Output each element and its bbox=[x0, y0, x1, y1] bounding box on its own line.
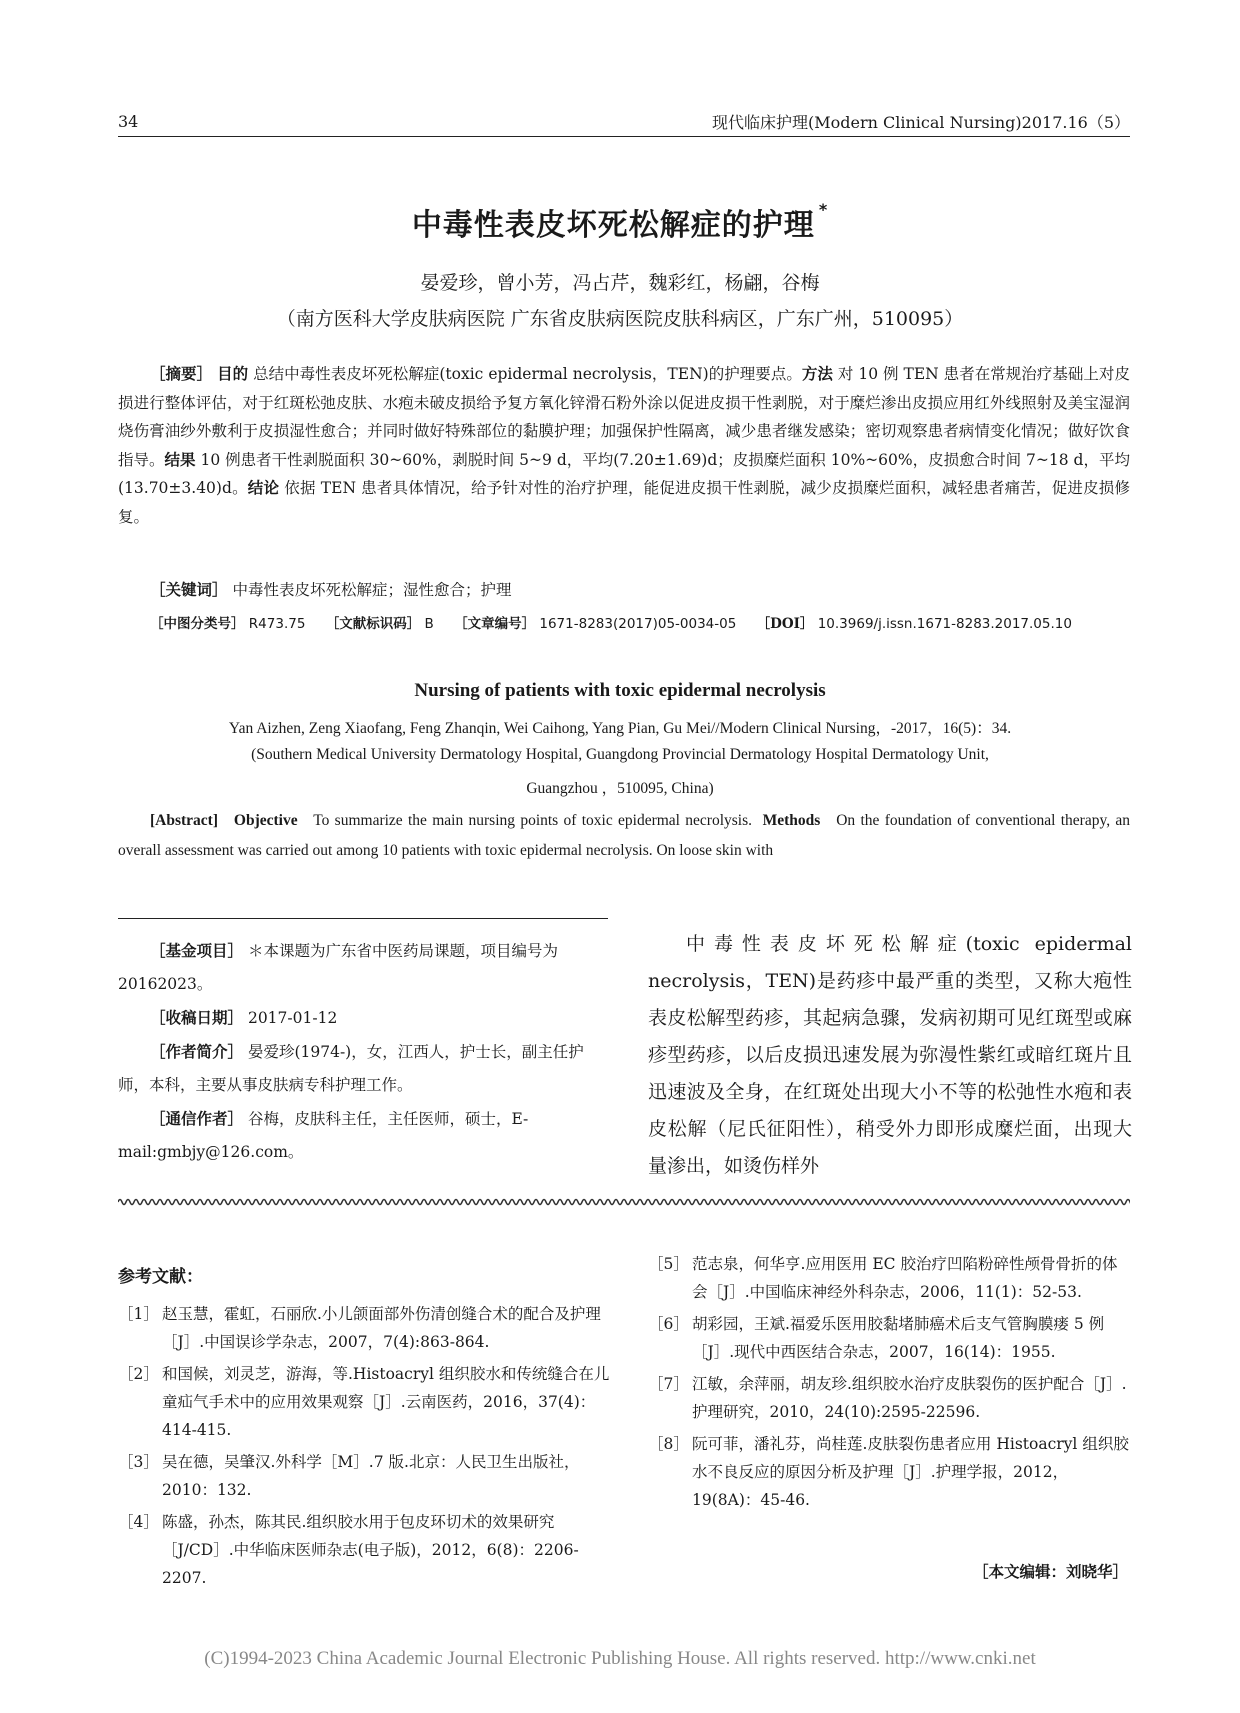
reference-number: ［1］ bbox=[118, 1305, 159, 1323]
reference-number: ［8］ bbox=[648, 1435, 689, 1453]
fund-text: ＊本课题为广东省中医药局课题，项目编号为 20162023。 bbox=[118, 942, 558, 993]
author-bio-text: 晏爱珍(1974-)，女，江西人，护士长，副主任护师，本科，主要从事皮肤病专科护理工作。 bbox=[118, 1043, 584, 1094]
reference-text: 江敏，余萍丽，胡友珍.组织胶水治疗皮肤裂伤的医护配合［J］.护理研究，2010，24(10):2595-22596. bbox=[692, 1375, 1127, 1421]
received-date: 2017-01-12 bbox=[247, 1009, 338, 1027]
body-intro bbox=[648, 926, 1132, 1185]
fund-label: ［基金项目］ bbox=[150, 941, 244, 960]
abstract-label: ［摘要］ bbox=[150, 364, 213, 383]
article-no-label: ［文章编号］ bbox=[454, 616, 536, 632]
reference-number: ［6］ bbox=[648, 1315, 689, 1333]
doi-value: 10.3969/j.issn.1671-8283.2017.05.10 bbox=[817, 616, 1072, 632]
article-title bbox=[0, 200, 1240, 244]
reference-text: 陈盛，孙杰，陈其民.组织胶水用于包皮环切术的效果研究［J/CD］.中华临床医师杂志(电子版)，2012，6(8)：2206-2207. bbox=[162, 1513, 579, 1587]
english-title: Nursing of patients with toxic epidermal necrolysis bbox=[414, 680, 826, 701]
reference-item bbox=[118, 1508, 610, 1592]
methods-text: 对 10 例 TEN 患者在常规治疗基础上对皮损进行整体评估，对于红斑松弛皮肤、水疱未破皮损给予复方氧化锌滑石粉外涂以促进皮损干性剥脱，对于糜烂渗出皮损应用红外线照射及美宝湿润烧伤膏油纱外敷利于皮损湿性愈合；并同时做好特殊部位的黏膜护理；加强保护性隔离，减少患者继发感染；密切观察患者病情变化情况；做好饮食指导。 bbox=[118, 365, 1130, 469]
affiliation: （南方医科大学皮肤病医院 广东省皮肤病医院皮肤科病区，广东广州，510095） bbox=[276, 308, 964, 330]
footnote-rule bbox=[118, 918, 608, 919]
classification-line bbox=[150, 612, 1072, 632]
en-methods-label: Methods bbox=[762, 812, 821, 829]
results-label: 结果 bbox=[164, 449, 196, 469]
methods-label: 方法 bbox=[801, 364, 833, 383]
clc-value: R473.75 bbox=[248, 616, 306, 632]
conclusion-label: 结论 bbox=[247, 478, 280, 497]
conclusion-text: 依据 TEN 患者具体情况，给予针对性的治疗护理，能促进皮损干性剥脱，减少皮损糜烂面积，减轻患者痛苦，促进皮损修复。 bbox=[118, 479, 1130, 526]
reference-number: ［4］ bbox=[118, 1513, 159, 1531]
title-text: 中毒性表皮坏死松解症的护理 bbox=[411, 208, 815, 243]
reference-number: ［5］ bbox=[648, 1255, 689, 1273]
copyright-line: (C)1994-2023 China Academic Journal Electronic Publishing House. All rights reserved. http://www.cnki.net bbox=[204, 1648, 1036, 1669]
reference-number: ［2］ bbox=[118, 1365, 159, 1383]
footnote-block bbox=[118, 934, 610, 1169]
received-label: ［收稿日期］ bbox=[150, 1008, 244, 1027]
reference-text: 吴在德，吴肇汉.外科学［M］.7 版.北京：人民卫生出版社，2010：132. bbox=[162, 1453, 580, 1499]
corr-author-text: 谷梅，皮肤科主任，主任医师，硕士，E-mail:gmbjy@126.com。 bbox=[118, 1110, 529, 1161]
en-objective-text: To summarize the main nursing points of toxic epidermal necrolysis. bbox=[313, 812, 753, 829]
editor-note: ［本文编辑：刘晓华］ bbox=[972, 1562, 1128, 1581]
running-header bbox=[118, 110, 1130, 137]
reference-item bbox=[648, 1250, 1132, 1306]
reference-text: 和国候，刘灵芝，游海，等.Histoacryl 组织胶水和传统缝合在儿童疝气手术中的应用效果观察［J］.云南医药，2016，37(4)：414-415. bbox=[162, 1365, 610, 1439]
keywords-text: 中毒性表皮坏死松解症；湿性愈合；护理 bbox=[232, 581, 512, 599]
keywords bbox=[150, 578, 511, 600]
author-list: 晏爱珍，曾小芳，冯占芹，魏彩红，杨翩，谷梅 bbox=[420, 272, 820, 294]
doi-label: ［DOI］ bbox=[756, 616, 814, 632]
english-affiliation-line1: (Southern Medical University Dermatology Hospital, Guangdong Provincial Dermatology Hospital Dermatology Unit, bbox=[251, 746, 989, 763]
wavy-divider bbox=[118, 1196, 1130, 1208]
article-no-value: 1671-8283(2017)05-0034-05 bbox=[539, 616, 737, 632]
reference-item bbox=[648, 1310, 1132, 1366]
reference-item bbox=[648, 1370, 1132, 1426]
reference-number: ［3］ bbox=[118, 1453, 159, 1471]
english-abstract bbox=[118, 806, 1130, 866]
en-methods-text: On the foundation of conventional therapy, an overall assessment was carried out among 10 patients with toxic epidermal necrolysis. On loose skin with bbox=[118, 812, 1131, 859]
reference-item bbox=[118, 1300, 610, 1356]
references-heading: 参考文献： bbox=[118, 1267, 203, 1287]
body-intro-paragraph: 中毒性表皮坏死松解症(toxic epidermal necrolysis，TEN)是药疹中最严重的类型，又称大疱性表皮松解型药疹，其起病急骤，发病初期可见红斑型或麻疹型药疹，以后皮损迅速发展为弥漫性紫红或暗红斑片且迅速波及全身，在红斑处出现大小不等的松弛性水疱和表皮松解（尼氏征阳性），稍受外力即形成糜烂面，出现大量渗出，如烫伤样外 bbox=[648, 933, 1132, 1177]
reference-text: 范志泉，何华亨.应用医用 EC 胶治疗凹陷粉碎性颅骨骨折的体会［J］.中国临床神经外科杂志，2006，11(1)：52-53. bbox=[692, 1255, 1118, 1301]
title-footnote-mark: * bbox=[818, 200, 829, 219]
corr-author-label: ［通信作者］ bbox=[150, 1109, 244, 1128]
doc-code-label: ［文献标识码］ bbox=[325, 616, 421, 632]
en-abstract-label: [Abstract] bbox=[150, 812, 219, 829]
clc-label: ［中图分类号］ bbox=[150, 616, 245, 632]
results-text: 10 例患者干性剥脱面积 30~60%，剥脱时间 5~9 d，平均(7.20±1.69)d；皮损糜烂面积 10%~60%，皮损愈合时间 7~18 d，平均(13.70±3.40)d。 bbox=[118, 450, 1130, 497]
en-objective-label: Objective bbox=[233, 812, 298, 829]
reference-text: 赵玉慧，霍虹，石丽欣.小儿颌面部外伤清创缝合术的配合及护理［J］.中国误诊学杂志，2007，7(4):863-864. bbox=[162, 1305, 601, 1351]
objective-label: 目的 bbox=[217, 364, 249, 383]
reference-number: ［7］ bbox=[648, 1375, 689, 1393]
keywords-label: ［关键词］ bbox=[150, 580, 228, 599]
doc-code-value: B bbox=[424, 616, 434, 632]
reference-item bbox=[118, 1448, 610, 1504]
journal-citation: 现代临床护理(Modern Clinical Nursing)2017.16（5） bbox=[711, 113, 1130, 132]
references-right-column bbox=[648, 1250, 1132, 1518]
references-left-column bbox=[118, 1300, 610, 1596]
reference-text: 胡彩园，王斌.福爱乐医用胶黏堵肺癌术后支气管胸膜瘘 5 例［J］.现代中西医结合杂志，2007，16(14)：1955. bbox=[692, 1315, 1105, 1361]
english-authors: Yan Aizhen, Zeng Xiaofang, Feng Zhanqin, Wei Caihong, Yang Pian, Gu Mei//Modern Clinical Nursing，-2017，16(5)：34. bbox=[228, 720, 1012, 737]
abstract-cn bbox=[118, 360, 1130, 531]
reference-text: 阮可菲，潘礼芬，尚桂莲.皮肤裂伤患者应用 Histoacryl 组织胶水不良反应的原因分析及护理［J］.护理学报，2012，19(8A)：45-46. bbox=[692, 1435, 1129, 1509]
reference-item bbox=[648, 1430, 1132, 1514]
reference-item bbox=[118, 1360, 610, 1444]
objective-text: 总结中毒性表皮坏死松解症(toxic epidermal necrolysis，TEN)的护理要点。 bbox=[253, 365, 802, 383]
english-affiliation-line2: Guangzhou ，510095, China) bbox=[526, 780, 714, 797]
author-bio-label: ［作者简介］ bbox=[150, 1042, 244, 1061]
page-number: 34 bbox=[118, 112, 139, 131]
